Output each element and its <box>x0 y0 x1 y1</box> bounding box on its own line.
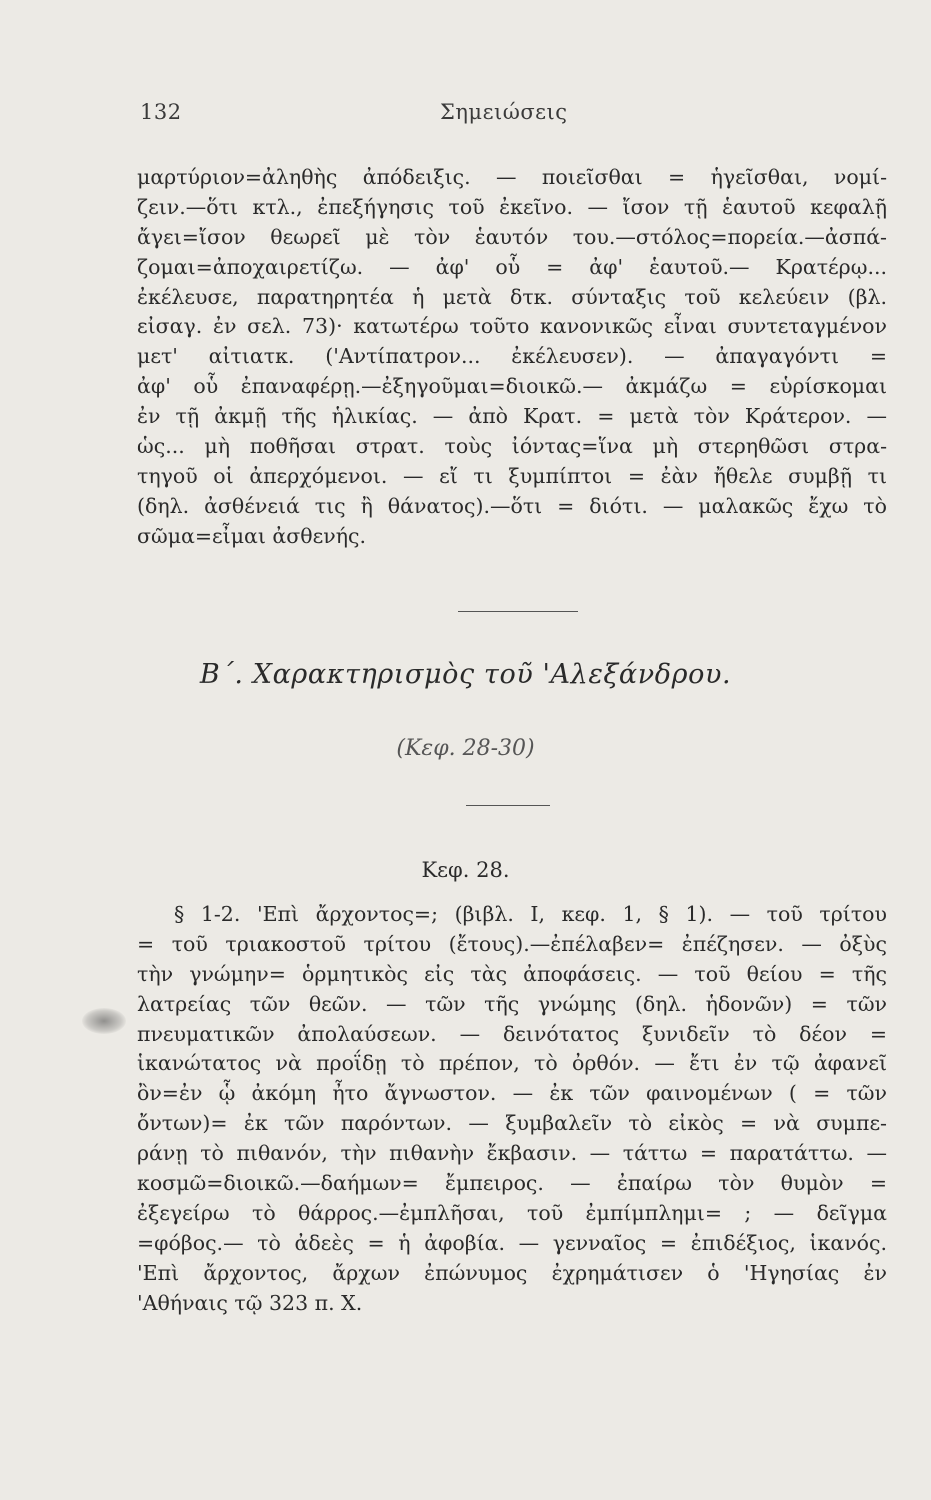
note-line: τηγοῦ οἱ ἀπερχόμενοι. — εἴ τι ξυμπίπτοι = ἐὰν ἤθελε συμβῇ τι <box>137 463 887 488</box>
note-line: ἐν τῇ ἀκμῇ τῆς ἡλικίας. — ἀπὸ Κρατ. = μετὰ τὸν Κράτερον. — <box>137 404 887 429</box>
note-line: ὄντων)= ἐκ τῶν παρόντων. — ξυμβαλεῖν τὸ εἰκὸς = νὰ συμπε- <box>137 1111 887 1136</box>
note-line: ὡς... μὴ ποθῆσαι στρατ. τοὺς ἰόντας=ἵνα μὴ στερηθῶσι στρα- <box>137 434 887 459</box>
note-line: κοσμῶ=διοικῶ.—δαήμων= ἔμπειρος. — ἐπαίρω τὸν θυμὸν = <box>137 1171 887 1196</box>
page-header <box>140 100 880 134</box>
ink-smudge <box>82 1008 126 1034</box>
running-title: Σημειώσεις <box>440 100 568 124</box>
note-line: λατρείας τῶν θεῶν. — τῶν τῆς γνώμης (δηλ. ἡδονῶν) = τῶν <box>137 991 887 1016</box>
note-line: ράνῃ τὸ πιθανόν, τὴν πιθανὴν ἔκβασιν. — τάττω = παρατάττω. — <box>137 1141 887 1166</box>
note-line: πνευματικῶν ἀπολαύσεων. — δεινότατος ξυνιδεῖν τὸ δέον = <box>137 1021 887 1046</box>
note-line: § 1-2. 'Επὶ ἄρχοντος=; (βιβλ. Ι, κεφ. 1, § 1). — τοῦ τρίτου <box>174 902 887 926</box>
notes-bottom <box>137 900 887 1318</box>
note-line: ἄγει=ἴσον θεωρεῖ μὲ τὸν ἑαυτόν του.—στόλος=πορεία.—ἀσπά- <box>137 224 887 249</box>
section-chapters: (Κεφ. 28-30) <box>396 736 535 761</box>
chapter-heading: Κεφ. 28. <box>421 858 510 882</box>
note-line: μαρτύριον=ἀληθὴς ἀπόδειξις. — ποιεῖσθαι = ἡγεῖσθαι, νομί- <box>137 165 887 189</box>
note-line: ἱκανώτατος νὰ προΐδῃ τὸ πρέπον, τὸ ὀρθόν. — ἔτι ἐν τῷ ἀφανεῖ <box>137 1051 887 1076</box>
section-title: Β΄. Χαρακτηρισμὸς τοῦ 'Αλεξάνδρου. <box>199 659 732 690</box>
note-line: τὴν γνώμην= ὁρμητικὸς εἰς τὰς ἀποφάσεις. — τοῦ θείου = τῆς <box>137 961 887 986</box>
note-line: (δηλ. ἀσθένειά τις ἢ θάνατος).—ὅτι = διότι. — μαλακῶς ἔχω τὸ <box>137 493 887 518</box>
note-line: =φόβος.— τὸ ἀδεὲς = ἡ ἀφοβία. — γενναῖος = ἐπιδέξιος, ἱκανός. <box>137 1230 887 1255</box>
note-line: ἀφ' οὗ ἐπαναφέρῃ.—ἐξηγοῦμαι=διοικῶ.— ἀκμάζω = εὑρίσκομαι <box>137 374 887 399</box>
notes-top <box>137 163 887 552</box>
note-line: ὂν=ἐν ᾧ ἀκόμη ἦτο ἄγνωστον. — ἐκ τῶν φαινομένων ( = τῶν <box>137 1081 887 1106</box>
note-line: ἐκέλευσε, παρατηρητέα ἡ μετὰ δτκ. σύνταξις τοῦ κελεύειν (βλ. <box>137 284 887 309</box>
note-line: = τοῦ τριακοστοῦ τρίτου (ἔτους).—ἐπέλαβεν= ἐπέζησεν. — ὀξὺς <box>137 931 887 956</box>
note-line: ζομαι=ἀποχαιρετίζω. — ἀφ' οὗ = ἀφ' ἑαυτοῦ.— Κρατέρῳ... <box>137 254 887 279</box>
note-line: 'Επὶ ἄρχοντος, ἄρχων ἐπώνυμος ἐχρημάτισεν ὁ 'Ηγησίας ἐν <box>137 1260 887 1285</box>
note-line: ἐξεγείρω τὸ θάρρος.—ἐμπλῆσαι, τοῦ ἐμπίμπλημι= ; — δεῖγμα <box>137 1200 887 1225</box>
divider-rule <box>466 805 550 806</box>
note-line: σῶμα=εἶμαι ἀσθενής. <box>137 523 366 548</box>
note-line: εἰσαγ. ἐν σελ. 73)· κατωτέρω τοῦτο κανονικῶς εἶναι συντεταγμένον <box>137 314 887 339</box>
page-number: 132 <box>140 100 182 124</box>
note-line: 'Αθήναις τῷ 323 π. Χ. <box>137 1290 363 1315</box>
divider-rule <box>458 611 578 612</box>
note-line: μετ' αἰτιατκ. ('Αντίπατρον... ἐκέλευσεν). — ἀπαγαγόντι = <box>137 344 887 369</box>
note-line: ζειν.—ὅτι κτλ., ἐπεξήγησις τοῦ ἐκεῖνο. — ἴσον τῇ ἑαυτοῦ κεφαλῇ <box>137 194 887 219</box>
